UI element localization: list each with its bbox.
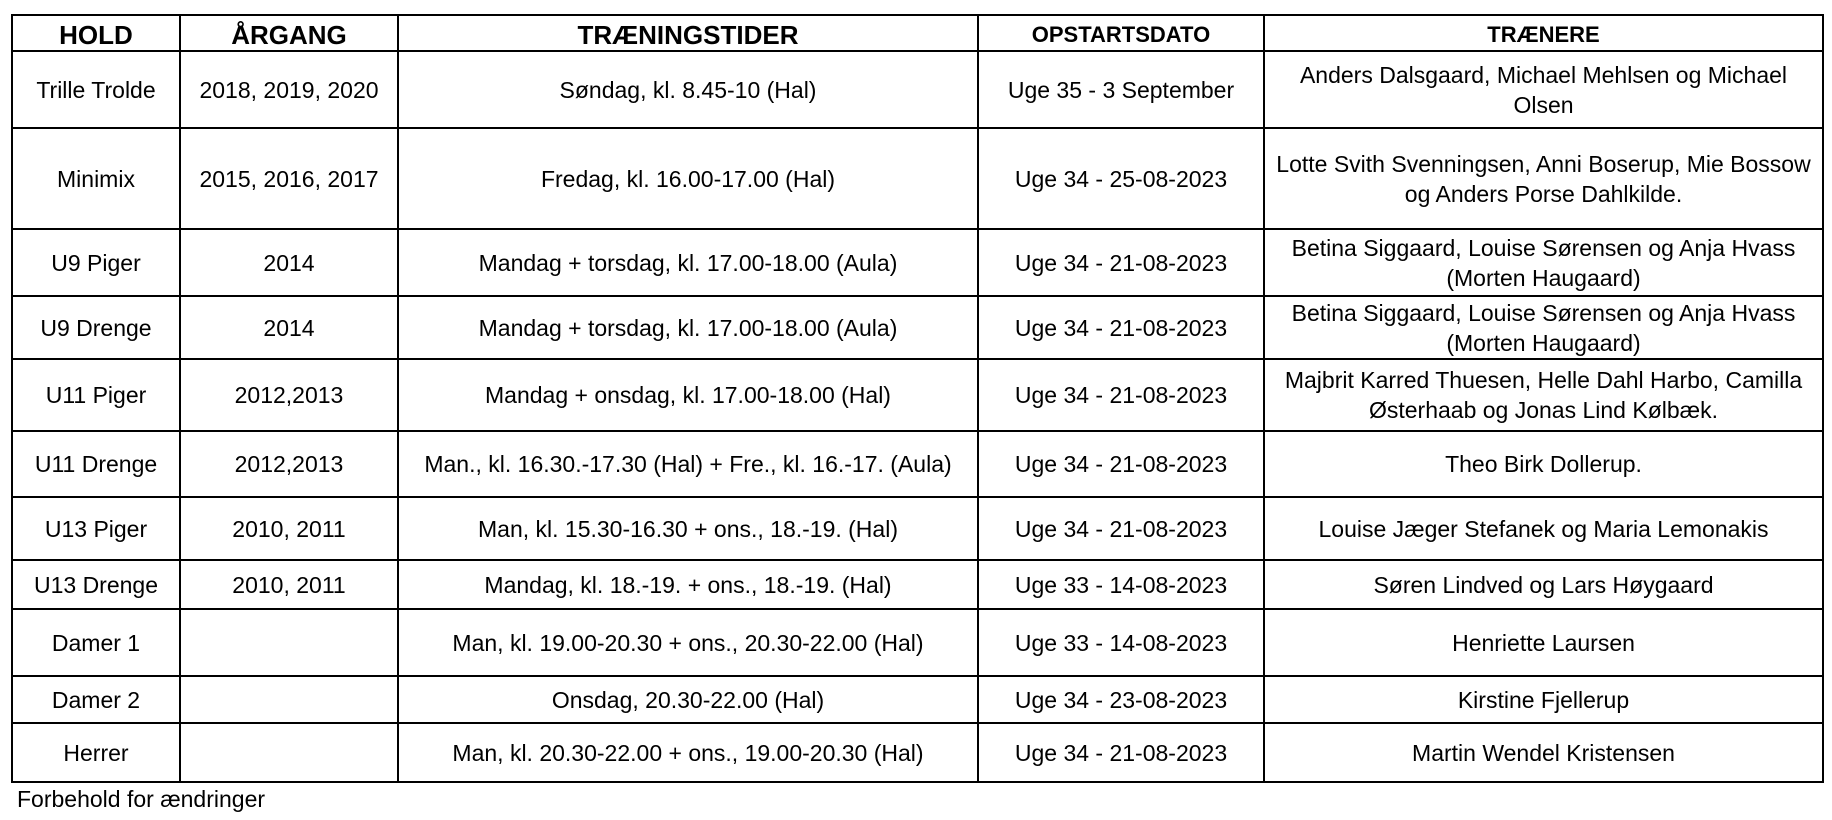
table-body — [12, 51, 1823, 782]
training-times-cell: Man., kl. 16.30.-17.30 (Hal) + Fre., kl. 16.-17. (Aula) — [398, 431, 978, 497]
training-times-cell: Man, kl. 20.30-22.00 + ons., 19.00-20.30 (Hal) — [398, 723, 978, 782]
table-row — [12, 560, 1823, 609]
birth-year-cell: 2015, 2016, 2017 — [180, 128, 398, 229]
footer-note: Forbehold for ændringer — [17, 786, 266, 812]
table-row — [12, 431, 1823, 497]
header-opstartsdato: OPSTARTSDATO — [978, 15, 1264, 51]
start-date-cell: Uge 34 - 21-08-2023 — [978, 497, 1264, 560]
header-traenere: TRÆNERE — [1264, 15, 1823, 51]
header-traeningstider: TRÆNINGSTIDER — [398, 15, 978, 51]
start-date-cell: Uge 34 - 25-08-2023 — [978, 128, 1264, 229]
coaches-cell: Søren Lindved og Lars Høygaard — [1264, 560, 1823, 609]
birth-year-cell — [180, 609, 398, 676]
birth-year-cell — [180, 723, 398, 782]
start-date-cell: Uge 35 - 3 September — [978, 51, 1264, 128]
start-date-cell: Uge 34 - 21-08-2023 — [978, 723, 1264, 782]
birth-year-cell: 2010, 2011 — [180, 560, 398, 609]
training-schedule-table — [11, 14, 1824, 783]
table-row — [12, 676, 1823, 723]
start-date-cell: Uge 34 - 21-08-2023 — [978, 431, 1264, 497]
header-aargang: ÅRGANG — [180, 15, 398, 51]
training-times-cell: Fredag, kl. 16.00-17.00 (Hal) — [398, 128, 978, 229]
training-times-cell: Mandag + torsdag, kl. 17.00-18.00 (Aula) — [398, 229, 978, 296]
birth-year-cell: 2014 — [180, 296, 398, 359]
coaches-cell: Betina Siggaard, Louise Sørensen og Anja Hvass (Morten Haugaard) — [1264, 296, 1823, 359]
training-times-cell: Mandag + torsdag, kl. 17.00-18.00 (Aula) — [398, 296, 978, 359]
team-cell: Damer 1 — [12, 609, 180, 676]
team-cell: Damer 2 — [12, 676, 180, 723]
start-date-cell: Uge 33 - 14-08-2023 — [978, 609, 1264, 676]
table-row — [12, 128, 1823, 229]
coaches-cell: Theo Birk Dollerup. — [1264, 431, 1823, 497]
start-date-cell: Uge 34 - 23-08-2023 — [978, 676, 1264, 723]
table-row — [12, 229, 1823, 296]
coaches-cell: Anders Dalsgaard, Michael Mehlsen og Michael Olsen — [1264, 51, 1823, 128]
birth-year-cell: 2012,2013 — [180, 431, 398, 497]
team-cell: Herrer — [12, 723, 180, 782]
start-date-cell: Uge 33 - 14-08-2023 — [978, 560, 1264, 609]
start-date-cell: Uge 34 - 21-08-2023 — [978, 359, 1264, 431]
birth-year-cell: 2012,2013 — [180, 359, 398, 431]
coaches-cell: Kirstine Fjellerup — [1264, 676, 1823, 723]
birth-year-cell: 2014 — [180, 229, 398, 296]
header-hold: HOLD — [12, 15, 180, 51]
coaches-cell: Majbrit Karred Thuesen, Helle Dahl Harbo, Camilla Østerhaab og Jonas Lind Kølbæk. — [1264, 359, 1823, 431]
table-row — [12, 497, 1823, 560]
coaches-cell: Lotte Svith Svenningsen, Anni Boserup, Mie Bossow og Anders Porse Dahlkilde. — [1264, 128, 1823, 229]
header-row — [12, 15, 1823, 51]
training-times-cell: Mandag, kl. 18.-19. + ons., 18.-19. (Hal) — [398, 560, 978, 609]
table-row — [12, 51, 1823, 128]
training-times-cell: Onsdag, 20.30-22.00 (Hal) — [398, 676, 978, 723]
table-row — [12, 609, 1823, 676]
birth-year-cell — [180, 676, 398, 723]
team-cell: U9 Drenge — [12, 296, 180, 359]
training-times-cell: Man, kl. 19.00-20.30 + ons., 20.30-22.00 (Hal) — [398, 609, 978, 676]
coaches-cell: Henriette Laursen — [1264, 609, 1823, 676]
table-row — [12, 359, 1823, 431]
training-times-cell: Mandag + onsdag, kl. 17.00-18.00 (Hal) — [398, 359, 978, 431]
team-cell: U11 Drenge — [12, 431, 180, 497]
training-times-cell: Søndag, kl. 8.45-10 (Hal) — [398, 51, 978, 128]
table-row — [12, 723, 1823, 782]
team-cell: Minimix — [12, 128, 180, 229]
team-cell: U11 Piger — [12, 359, 180, 431]
coaches-cell: Martin Wendel Kristensen — [1264, 723, 1823, 782]
team-cell: U13 Piger — [12, 497, 180, 560]
team-cell: U13 Drenge — [12, 560, 180, 609]
team-cell: U9 Piger — [12, 229, 180, 296]
start-date-cell: Uge 34 - 21-08-2023 — [978, 296, 1264, 359]
training-times-cell: Man, kl. 15.30-16.30 + ons., 18.-19. (Hal) — [398, 497, 978, 560]
coaches-cell: Betina Siggaard, Louise Sørensen og Anja Hvass (Morten Haugaard) — [1264, 229, 1823, 296]
table-row — [12, 296, 1823, 359]
team-cell: Trille Trolde — [12, 51, 180, 128]
birth-year-cell: 2018, 2019, 2020 — [180, 51, 398, 128]
coaches-cell: Louise Jæger Stefanek og Maria Lemonakis — [1264, 497, 1823, 560]
start-date-cell: Uge 34 - 21-08-2023 — [978, 229, 1264, 296]
birth-year-cell: 2010, 2011 — [180, 497, 398, 560]
